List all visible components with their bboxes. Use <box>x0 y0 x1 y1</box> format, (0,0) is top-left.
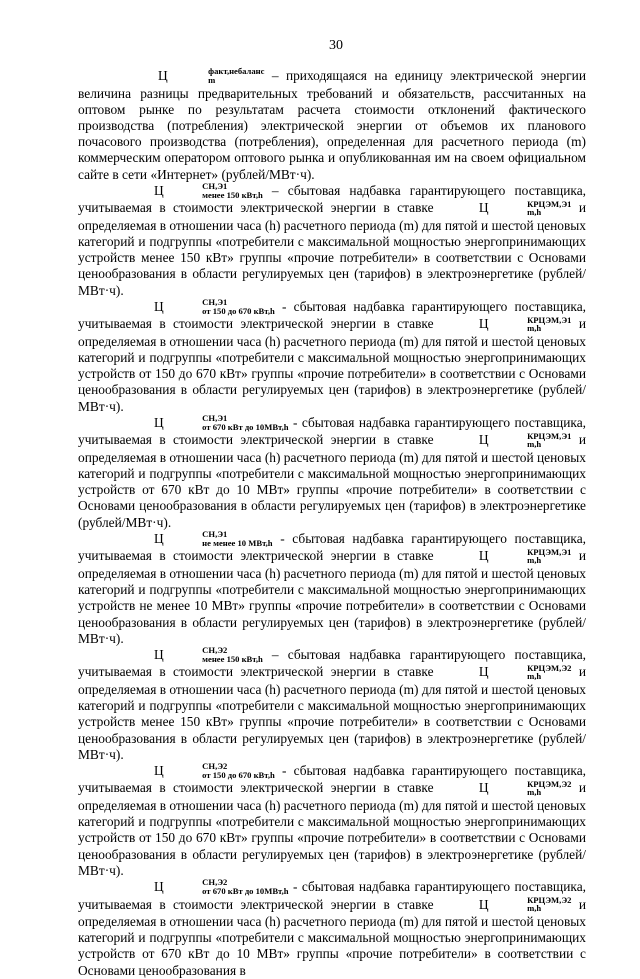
rate-symbol-superscript: КРЦЭМ,Э2 <box>527 894 572 905</box>
rate-symbol <box>441 432 572 450</box>
price-symbol-base: Ц <box>154 182 164 198</box>
price-symbol-superscript: СН,Э1 <box>202 413 228 424</box>
price-symbol-subscript: от 150 до 670 кВт,h <box>202 305 275 316</box>
rate-symbol <box>441 316 572 334</box>
definition-text: - сбытовая надбавка гарантирующего поставщика, учитываемая в стоимости электрической энергии в ставке <box>78 879 586 912</box>
definition-text: – сбытовая надбавка гарантирующего поставщика, учитываемая в стоимости электрической энергии в ставке <box>78 646 586 680</box>
price-symbol-superscript: СН,Э1 <box>202 529 228 540</box>
rate-symbol-base: Ц <box>478 548 489 564</box>
rate-symbol-superscript: КРЦЭМ,Э2 <box>527 662 572 673</box>
price-symbol-superscript: СН,Э2 <box>202 761 228 772</box>
price-symbol-superscript: СН,Э2 <box>202 645 228 656</box>
rate-symbol-base: Ц <box>478 664 489 680</box>
definition-text-tail: и определяемая в отношении часа (h) расчетного периода (m) для пятой и шестой ценовых категорий и подгруппы «потребители с максимальной мощностью энергопринимающих устройств менее 150 кВт» группы «прочие потребители» в соответствии с Основами ценообразования в области регулируемых цен (тарифов) в электроэнергетике (рублей/МВт·ч). <box>78 200 586 298</box>
price-symbol-subscript: от 670 кВт до 10МВт,h <box>202 885 289 896</box>
definition-text-tail: и определяемая в отношении часа (h) расчетного периода (m) для пятой и шестой ценовых категорий и подгруппы «потребители с максимальной мощностью энергопринимающих устройств от 670 кВт до 10 МВт» группы «прочие потребители» в соответствии с Основами ценообразования в области регулируемых цен (тарифов) в электроэнергетике (рублей/МВт·ч). <box>78 432 586 530</box>
definition-paragraph <box>78 879 586 979</box>
rate-symbol-superscript: КРЦЭМ,Э1 <box>527 430 572 441</box>
price-symbol-subscript: менее 150 кВт,h <box>202 189 263 200</box>
definition-paragraph <box>78 183 586 299</box>
price-symbol-subscript: не менее 10 МВт,h <box>202 537 273 548</box>
price-symbol-superscript: факт,небаланс <box>208 66 265 77</box>
price-symbol-subscript: m <box>208 74 216 85</box>
rate-symbol-superscript: КРЦЭМ,Э1 <box>527 314 572 325</box>
price-symbol <box>116 647 263 665</box>
definition-text: - сбытовая надбавка гарантирующего поставщика, учитываемая в стоимости электрической энергии в ставке <box>78 414 586 448</box>
price-symbol-base: Ц <box>154 530 164 546</box>
rate-symbol-base: Ц <box>478 316 489 332</box>
price-symbol-base: Ц <box>154 646 164 662</box>
rate-symbol-base: Ц <box>478 432 489 448</box>
price-symbol-base: Ц <box>154 762 164 778</box>
definition-text-tail: и определяемая в отношении часа (h) расчетного периода (m) для пятой и шестой ценовых категорий и подгруппы «потребители с максимальной мощностью энергопринимающих устройств от 150 до 670 кВт» группы «прочие потребители» в соответствии с Основами ценообразования в области регулируемых цен (тарифов) в электроэнергетике (рублей/МВт·ч). <box>78 780 586 878</box>
price-symbol <box>116 183 263 201</box>
rate-symbol-base: Ц <box>478 780 489 796</box>
price-symbol <box>116 415 289 433</box>
rate-symbol-subscript: m,h <box>527 439 542 450</box>
rate-symbol <box>441 894 572 915</box>
price-symbol <box>116 879 289 897</box>
price-symbol-base: Ц <box>154 414 164 430</box>
definition-paragraph <box>78 647 586 763</box>
rate-symbol-subscript: m,h <box>527 787 542 798</box>
definition-text-tail: и определяемая в отношении часа (h) расчетного периода (m) для пятой и шестой ценовых категорий и подгруппы «потребители с максимальной мощностью энергопринимающих устройств менее 150 кВт» группы «прочие потребители» в соответствии с Основами ценообразования в области регулируемых цен (тарифов) в электроэнергетике (рублей/МВт·ч). <box>78 664 586 762</box>
rate-symbol-subscript: m,h <box>527 903 542 914</box>
price-symbol-subscript: от 150 до 670 кВт,h <box>202 769 275 780</box>
definition-text: - сбытовая надбавка гарантирующего поставщика, учитываемая в стоимости электрической энергии в ставке <box>78 298 586 332</box>
rate-symbol-subscript: m,h <box>527 555 542 566</box>
price-symbol <box>118 68 264 86</box>
price-symbol <box>116 763 275 781</box>
definition-paragraph <box>78 299 586 415</box>
price-symbol-superscript: СН,Э1 <box>202 297 228 308</box>
definition-text: - сбытовая надбавка гарантирующего поставщика, учитываемая в стоимости электрической энергии в ставке <box>78 762 586 796</box>
rate-symbol-subscript: m,h <box>527 323 542 334</box>
price-symbol-subscript: менее 150 кВт,h <box>202 653 263 664</box>
rate-symbol <box>441 664 572 682</box>
rate-symbol-superscript: КРЦЭМ,Э1 <box>527 546 572 557</box>
definition-text: – сбытовая надбавка гарантирующего поставщика, учитываемая в стоимости электрической энергии в ставке <box>78 182 586 216</box>
page-number: 30 <box>329 38 343 53</box>
rate-symbol <box>441 780 572 798</box>
rate-symbol-base: Ц <box>478 896 489 912</box>
rate-symbol-superscript: КРЦЭМ,Э1 <box>527 198 572 209</box>
rate-symbol-base: Ц <box>478 200 489 216</box>
definition-paragraph <box>78 763 586 879</box>
price-symbol-base: Ц <box>154 298 164 314</box>
price-symbol <box>116 299 275 317</box>
definition-text-tail: и определяемая в отношении часа (h) расчетного периода (m) для пятой и шестой ценовых категорий и подгруппы «потребители с максимальной мощностью энергопринимающих устройств не менее 10 МВт» группы «прочие потребители» в соответствии с Основами ценообразования в области регулируемых цен (тарифов) в электроэнергетике (рублей/МВт·ч). <box>78 548 586 646</box>
rate-symbol-superscript: КРЦЭМ,Э2 <box>527 778 572 789</box>
definition-text: - сбытовая надбавка гарантирующего поставщика, учитываемая в стоимости электрической энергии в ставке <box>78 530 586 564</box>
price-symbol-superscript: СН,Э2 <box>202 877 228 888</box>
definition-text-tail: и определяемая в отношении часа (h) расчетного периода (m) для пятой и шестой ценовых категорий и подгруппы «потребители с максимальной мощностью энергопринимающих устройств от 670 кВт до 10 МВт» группы «прочие потребители» в соответствии с Основами ценообразования в <box>78 896 586 978</box>
document-body <box>78 68 586 979</box>
price-symbol-superscript: СН,Э1 <box>202 181 228 192</box>
rate-symbol-subscript: m,h <box>527 207 542 218</box>
price-symbol-base: Ц <box>154 879 164 895</box>
price-symbol <box>116 531 273 549</box>
definition-text: – приходящаяся на единицу электрической энергии величина разницы предварительных требований и обязательств, рассчитанных на оптовом рынке по результатам расчета стоимости отклонений фактического производства (потребления) электрической энергии от объемов их планового почасового производства (потребления), определенная для расчетного периода (m) коммерческим оператором оптового рынка и опубликованная им на своем официальном сайте в сети «Интернет» (рублей/МВт·ч). <box>78 68 586 182</box>
rate-symbol <box>441 200 572 218</box>
definition-paragraph <box>78 68 586 183</box>
price-symbol-base: Ц <box>158 68 168 83</box>
rate-symbol-subscript: m,h <box>527 671 542 682</box>
definition-paragraph <box>78 415 586 531</box>
price-symbol-subscript: от 670 кВт до 10МВт,h <box>202 421 289 432</box>
definition-paragraph <box>78 531 586 647</box>
definition-text-tail: и определяемая в отношении часа (h) расчетного периода (m) для пятой и шестой ценовых категорий и подгруппы «потребители с максимальной мощностью энергопринимающих устройств от 150 до 670 кВт» группы «прочие потребители» в соответствии с Основами ценообразования в области регулируемых цен (тарифов) в электроэнергетике (рублей/МВт·ч). <box>78 316 586 414</box>
rate-symbol <box>441 548 572 566</box>
